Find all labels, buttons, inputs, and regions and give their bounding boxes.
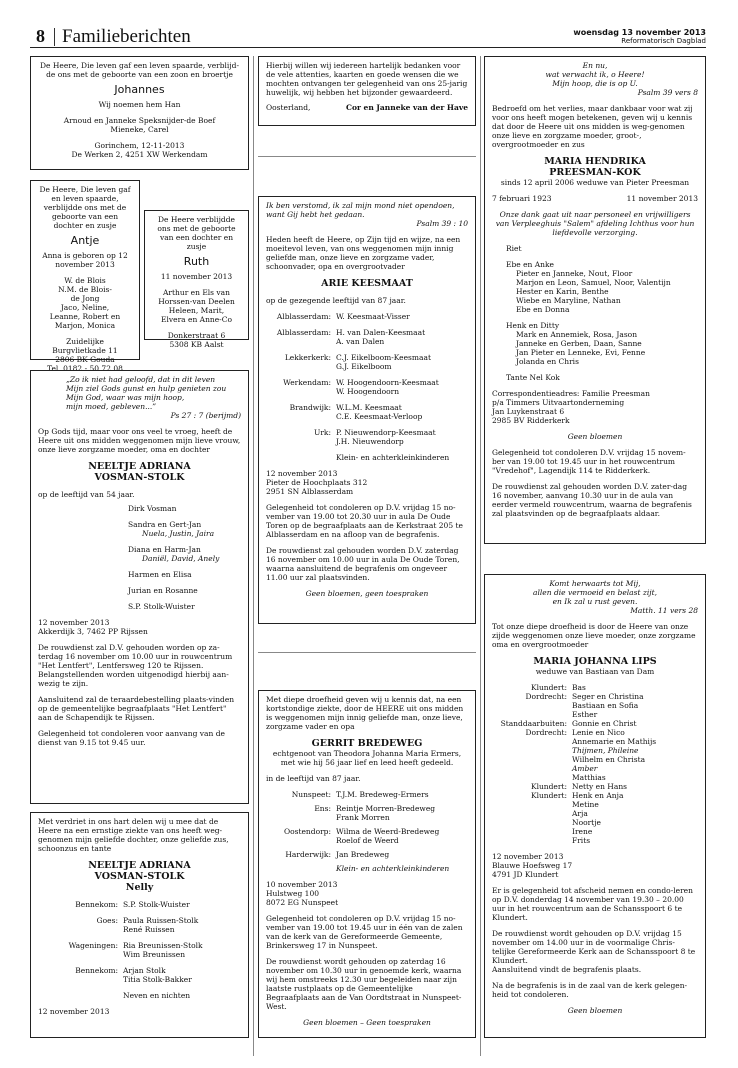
birth-notice-antje bbox=[30, 180, 140, 373]
verse-line: Komt herwaarts tot Mij, bbox=[549, 579, 641, 588]
siblings: Mieneke, Carel bbox=[110, 125, 169, 134]
newspaper-name: Reformatorisch Dagblad bbox=[621, 37, 706, 45]
relative: T.J.M. Bredeweg-Ermers bbox=[336, 790, 429, 799]
signatories: Cor en Janneke van der Have bbox=[346, 103, 468, 112]
service-info: De rouwdienst zal gehouden worden D.V. zater-dag 16 november, aanvang 10.30 uur in de aula van eerder vermeld rouwcentrum, waarna de begrafenis zal plaatsvinden op de begraafplaats aldaar. bbox=[492, 482, 692, 518]
grandchild: Pieter en Janneke, Nout, Floor bbox=[516, 269, 633, 278]
closing-line: Geen bloemen, geen toespraken bbox=[305, 589, 429, 598]
correspondence-line: Jan Luykenstraat 6 bbox=[492, 407, 565, 416]
burial-info: Aansluitend zal de teraardebestelling plaats-vinden op de gemeentelijke begraafplaats "Het Lentfert" aan de Schapendijk te Rijssen. bbox=[38, 695, 235, 722]
spacer-rule bbox=[258, 156, 476, 157]
issue-date: woensdag 13 november 2013 bbox=[573, 28, 706, 37]
family-list bbox=[492, 683, 698, 845]
relative-place: Klundert: bbox=[530, 683, 567, 692]
family-line: Arthur en Els van bbox=[163, 288, 230, 297]
verse-reference: Psalm 39 : 10 bbox=[416, 219, 468, 228]
birth-date: 7 februari 1923 bbox=[492, 194, 552, 203]
address-line: 2951 SN Alblasserdam bbox=[266, 487, 354, 496]
thank-you-notice bbox=[258, 56, 476, 126]
address-line: Pieter de Hoochplaats 312 bbox=[266, 478, 368, 487]
relative: Riet bbox=[506, 244, 522, 253]
notice-intro: Met verdriet in ons hart delen wij u mee dat de Heere na een ernstige ziekte van ons heeft weg-genomen mijn geliefde dochter, onze geliefde zus, schoonzus en tante bbox=[38, 817, 229, 853]
relative: Tante Nel Kok bbox=[506, 373, 560, 382]
relative-place: Klundert: bbox=[530, 782, 567, 791]
death-notice-keesmaat bbox=[258, 196, 476, 624]
deceased-name: MARIA HENDRIKA bbox=[544, 156, 646, 167]
notice-date: 12 november 2013 bbox=[266, 469, 338, 478]
column-divider bbox=[480, 56, 481, 1056]
grandchild: Wilhelm en Christa bbox=[572, 755, 646, 764]
age-line: op de leeftijd van 54 jaar. bbox=[38, 490, 135, 499]
grandchildren: Klein- en achterkleinkinderen bbox=[336, 453, 450, 462]
relative: A. van Dalen bbox=[336, 337, 385, 346]
relative-place: Ens: bbox=[314, 804, 331, 813]
death-notice-vosman-stolk bbox=[30, 370, 249, 804]
family-line: Marjon, Monica bbox=[54, 321, 116, 330]
deceased-name: VOSMAN-STOLK bbox=[94, 472, 185, 483]
grandchild: Annemarie en Mathijs bbox=[572, 737, 657, 746]
relative: Ebe en Anke bbox=[506, 260, 554, 269]
relative: S.P. Stolk-Wuister bbox=[123, 900, 190, 909]
notice-intro: De Heere, Die leven gaf en leven spaarde, verblijdde ons met de geboorte van een dochter en zusje bbox=[39, 185, 131, 230]
relative-place: Bennekom: bbox=[75, 900, 118, 909]
header-divider bbox=[54, 28, 55, 46]
grandchild: Mark en Annemiek, Rosa, Jason bbox=[516, 330, 638, 339]
notice-intro: Bedroefd om het verlies, maar dankbaar voor wat zij voor ons heeft mogen betekenen, geven wij u kennis dat door de Heere uit ons midden is weg-genomen onze lieve en zorgzame moeder, groot-, overgrootmoeder en zus bbox=[492, 104, 693, 149]
relative: G.J. Eikelboom bbox=[336, 362, 392, 371]
relative: Netty en Hans bbox=[572, 782, 627, 791]
address-line: Zuidelijke bbox=[66, 337, 104, 346]
verse-line: en Ik zal u rust geven. bbox=[552, 597, 638, 606]
relative-place: Bennekom: bbox=[75, 966, 118, 975]
relative: Neven en nichten bbox=[123, 991, 191, 1000]
verse-line: Mijn ziel Gods gunst en hulp genieten zou bbox=[66, 384, 227, 393]
grandchild: Ebe en Donna bbox=[516, 305, 570, 314]
notice-intro: De Heere, Die leven gaf een leven spaarde, verblijd-de ons met de geboorte van een zoon en broertje bbox=[40, 61, 239, 79]
page-number: 8 bbox=[36, 26, 45, 46]
closing-line: Geen bloemen bbox=[567, 1006, 623, 1015]
relative: Reintje Morren-Bredeweg bbox=[336, 804, 436, 813]
grandchild: Arja bbox=[572, 809, 588, 818]
relative: H. van Dalen-Keesmaat bbox=[336, 328, 426, 337]
address-line: Blauwe Hoefsweg 17 bbox=[492, 861, 573, 870]
child-name: Antje bbox=[70, 234, 100, 247]
relative: Paula Ruissen-Stolk bbox=[123, 916, 199, 925]
relative: Roelof de Weerd bbox=[336, 836, 399, 845]
family-line: Horssen-van Deelen bbox=[158, 297, 235, 306]
notice-line: Wij noemen hem Han bbox=[98, 100, 181, 109]
grandchild: Irene bbox=[572, 827, 593, 836]
address: De Werken 2, 4251 XW Werkendam bbox=[71, 150, 208, 159]
grandchildren: Nuela, Justin, Jaira bbox=[142, 529, 215, 538]
condolence-info: Gelegenheid tot condoleren op D.V. vrijdag 15 no-vember van 19.00 tot 20.30 uur in aula De Oude Toren op de begraafplaats aan de Kerkstraat 205 te Alblasserdam en na afloop van de begrafenis. bbox=[266, 503, 463, 539]
grandchild: Marjon en Leon, Samuel, Noor, Valentijn bbox=[516, 278, 671, 287]
relative-place: Harderwijk: bbox=[285, 850, 331, 859]
relative-place: Klundert: bbox=[530, 791, 567, 800]
thanks-line: Onze dank gaat uit naar personeel en vrijwilligers van Verpleeghuis "Salem" afdeling Ichthus voor hun liefdevolle verzorging. bbox=[495, 210, 695, 237]
correspondence-line: Correspondentieadres: Familie Preesman bbox=[492, 389, 650, 398]
relative: S.P. Stolk-Wuister bbox=[128, 602, 195, 611]
notice-intro: Op Gods tijd, maar voor ons veel te vroeg, heeft de Heere uit ons midden weggenomen mijn lieve vrouw, onze lieve zorgzame moeder, oma en dochter bbox=[38, 427, 241, 454]
relative-place: Dordrecht: bbox=[525, 728, 567, 737]
address-line: Donkerstraat 6 bbox=[167, 331, 226, 340]
relative-place: Lekkerkerk: bbox=[284, 353, 331, 362]
relative: René Ruissen bbox=[123, 925, 175, 934]
relative-place: Standdaarbuiten: bbox=[500, 719, 567, 728]
deceased-name: GERRIT BREDEWEG bbox=[311, 738, 423, 749]
verse-reference: Ps 27 : 7 (berijmd) bbox=[170, 411, 241, 420]
condolence-info: Gelegenheid tot condoleren voor aanvang van de dienst van 9.15 tot 9.45 uur. bbox=[38, 729, 225, 747]
relative: W. Hoogendoorn-Keesmaat bbox=[336, 378, 439, 387]
verse-line: mijn moed, gebleven...” bbox=[66, 402, 157, 411]
address-line: Burgvlietkade 11 bbox=[52, 346, 118, 355]
burial-info: Aansluitend vindt de begrafenis plaats. bbox=[492, 965, 642, 974]
death-notice-bredeweg bbox=[258, 690, 476, 1038]
service-info: De rouwdienst wordt gehouden op zaterdag 16 november om 10.30 uur in genoemde kerk, waarna wij hem omstreeks 12.30 uur begeleiden naar zijn laatste rustplaats op de Gemeentelijke Begraafplaats aan de Van Oordtstraat in Nunspeet-West. bbox=[266, 957, 462, 1011]
deceased-name: MARIA JOHANNA LIPS bbox=[533, 656, 657, 667]
grandchildren: Klein- en achterkleinkinderen bbox=[336, 864, 450, 873]
condolence-info: Gelegenheid tot condoleren D.V. vrijdag 15 novem-ber van 19.00 tot 19.45 uur in het rouwcentrum "Vredehof", Lagendijk 114 te Ridderkerk. bbox=[492, 448, 686, 475]
address-line: 2806 BK Gouda bbox=[55, 355, 115, 364]
notice-intro: Heden heeft de Heere, op Zijn tijd en wijze, na een moeitevol leven, van ons weggenomen mijn innig geliefde man, onze lieve en zorgzame vader, schoonvader, opa en overgrootvader bbox=[266, 235, 461, 271]
relative: W. Keesmaat-Visser bbox=[336, 312, 410, 321]
death-notice-nelly bbox=[30, 812, 249, 1038]
family-line: de Jong bbox=[70, 294, 100, 303]
grandchild: Jolanda en Chris bbox=[516, 357, 579, 366]
grandchild: Noortje bbox=[572, 818, 601, 827]
relative: P. Nieuwendorp-Keesmaat bbox=[336, 428, 436, 437]
family-list bbox=[38, 900, 241, 1000]
relative: Lenie en Nico bbox=[572, 728, 625, 737]
address-line: Hulstweg 100 bbox=[266, 889, 319, 898]
verse-line: Ik ben verstomd, ik zal mijn mond niet opendoen, bbox=[266, 201, 455, 210]
thank-you-text: Hierbij willen wij iedereen hartelijk bedanken voor de vele attenties, kaarten en goede wensen die we mochten ontvangen ter gelegenheid van ons 25-jarig huwelijk, wij hebben het bijzonder gewaardeerd. bbox=[266, 61, 468, 97]
relative: C.J. Eikelboom-Keesmaat bbox=[336, 353, 431, 362]
column-divider bbox=[253, 56, 254, 1056]
notice-date: 12 november 2013 bbox=[38, 618, 110, 627]
relative-place: Urk: bbox=[314, 428, 331, 437]
relative-place: Alblasserdam: bbox=[276, 312, 331, 321]
relative-place: Goes: bbox=[96, 916, 118, 925]
birth-notice-johannes bbox=[30, 56, 249, 170]
child-name: Ruth bbox=[183, 255, 210, 268]
relative: Frank Morren bbox=[336, 813, 390, 822]
place: Oosterland, bbox=[266, 103, 311, 112]
great-grandchild: Thijmen, Phileine bbox=[572, 746, 639, 755]
deceased-name: VOSMAN-STOLK bbox=[94, 871, 185, 882]
service-info: De rouwdienst wordt gehouden op D.V. vrijdag 15 november om 14.00 uur in de voormalige Chris-telijke Gereformeerde Kerk aan de Schansspoort 8 te Klundert. bbox=[492, 929, 696, 965]
grandchild: Metine bbox=[572, 800, 599, 809]
grandchild: Hester en Karin, Benthe bbox=[516, 287, 609, 296]
widow-line: sinds 12 april 2006 weduwe van Pieter Preesman bbox=[500, 178, 690, 187]
verse-reference: Matth. 11 vers 28 bbox=[630, 606, 698, 615]
relative: Henk en Ditty bbox=[506, 321, 560, 330]
family-line: Jaco, Neline, bbox=[60, 303, 110, 312]
notice-intro: Met diepe droefheid geven wij u kennis dat, na een kortstondige ziekte, door de HEERE uit ons midden is weggenomen mijn innig geliefde man, onze lieve, zorgzame vader en opa bbox=[266, 695, 464, 731]
child-name: Johannes bbox=[114, 83, 165, 96]
death-notice-preesman bbox=[484, 56, 706, 544]
spouse-line: echtgenoot van Theodora Johanna Maria Ermers, met wie hij 56 jaar lief en leed heeft gedeeld. bbox=[272, 749, 462, 767]
address-line: 5308 KB Aalst bbox=[169, 340, 224, 349]
grandchild: Esther bbox=[572, 710, 598, 719]
family-list bbox=[266, 790, 468, 873]
condolence-info: Gelegenheid tot condoleren op D.V. vrijdag 15 no-vember van 19.00 tot 19.45 uur in één van de zalen van de kerk van de Gereformeerde Gemeente, Brinkersweg 17 in Nunspeet. bbox=[266, 914, 463, 950]
family-line: Heleen, Marit, bbox=[168, 306, 225, 315]
deceased-name: NEELTJE ADRIANA bbox=[88, 860, 191, 871]
relative-place: Brandwijk: bbox=[289, 403, 331, 412]
relative: Bas bbox=[572, 683, 586, 692]
address: Akkerdijk 3, 7462 PP Rijssen bbox=[38, 627, 148, 636]
page-header bbox=[30, 26, 706, 48]
relative-place: Alblasserdam: bbox=[276, 328, 331, 337]
section-title: Familieberichten bbox=[62, 26, 191, 47]
relative: Henk en Anja bbox=[572, 791, 624, 800]
place-date: Gorinchem, 12-11-2013 bbox=[94, 141, 185, 150]
relative: Arjan Stolk bbox=[123, 966, 166, 975]
family-list bbox=[266, 312, 468, 462]
closing-line: Geen bloemen bbox=[567, 432, 623, 441]
relative-place: Oostendorp: bbox=[283, 827, 331, 836]
relative: Jan Bredeweg bbox=[336, 850, 390, 859]
relative: Sandra en Gert-Jan bbox=[128, 520, 202, 529]
family-line: Leanne, Robert en bbox=[49, 312, 121, 321]
condolence-info: Na de begrafenis is in de zaal van de kerk gelegen-heid tot condoleren. bbox=[492, 981, 688, 999]
deceased-name: PREESMAN-KOK bbox=[549, 167, 641, 178]
grandchild: Wiebe en Maryline, Nathan bbox=[516, 296, 621, 305]
relative: Gonnie en Christ bbox=[572, 719, 637, 728]
grandchildren: Daniël, David, Anely bbox=[142, 554, 220, 563]
service-info: De rouwdienst zal D.V. gehouden worden op za-terdag 16 november om 10.00 uur in rouwcentrum "Het Lentfert", Lentfersweg 120 te Rijssen. Belangstellenden worden uitgenodigd hierbij aan-wezig te zijn. bbox=[38, 643, 233, 688]
farewell-info: Er is gelegenheid tot afscheid nemen en condo-leren op D.V. donderdag 14 november van 19.30 – 20.00 uur in het rouwcentrum aan de Schansspoort 6 te Klundert. bbox=[492, 886, 693, 922]
deceased-nickname: Nelly bbox=[125, 882, 154, 893]
death-notice-lips bbox=[484, 574, 706, 1038]
deceased-name: ARIE KEESMAAT bbox=[321, 278, 413, 289]
grandchild: Bastiaan en Sofia bbox=[572, 701, 639, 710]
age-line: op de gezegende leeftijd van 87 jaar. bbox=[266, 296, 406, 305]
relative: W.L.M. Keesmaat bbox=[336, 403, 402, 412]
grandchild: Matthias bbox=[572, 773, 606, 782]
relative: Seger en Christina bbox=[572, 692, 644, 701]
verse-line: Mijn hoop, die is op U. bbox=[552, 79, 638, 88]
relative-place: Wageningen: bbox=[68, 941, 118, 950]
family-line: W. de Blois bbox=[64, 276, 106, 285]
relative-place: Nunspeet: bbox=[291, 790, 331, 799]
birth-line: Anna is geboren op 12 november 2013 bbox=[42, 251, 128, 269]
address-line: 4791 JD Klundert bbox=[492, 870, 559, 879]
relative: Harmen en Elisa bbox=[128, 570, 192, 579]
age-line: in de leeftijd van 87 jaar. bbox=[266, 774, 361, 783]
verse-line: En nu, bbox=[582, 61, 608, 70]
great-grandchild: Amber bbox=[572, 764, 598, 773]
notice-date: 12 november 2013 bbox=[492, 852, 564, 861]
relative: Wim Breunissen bbox=[123, 950, 186, 959]
verse-line: wat verwacht ik, o Heere! bbox=[545, 70, 645, 79]
spacer-rule bbox=[258, 652, 476, 653]
relative: W. Hoogendoorn bbox=[336, 387, 400, 396]
verse-line: Mijn God, waar was mijn hoop, bbox=[66, 393, 185, 402]
address-line: 8072 EG Nunspeet bbox=[266, 898, 339, 907]
relative-place: Werkendam: bbox=[283, 378, 331, 387]
relative: Ria Breunissen-Stolk bbox=[123, 941, 203, 950]
grandchild: Jan Pieter en Lenneke, Evi, Fenne bbox=[516, 348, 646, 357]
verse-line: „Zo ik niet had geloofd, dat in dit leven bbox=[66, 375, 216, 384]
relative: Dirk Vosman bbox=[128, 504, 177, 513]
relative-place: Dordrecht: bbox=[525, 692, 567, 701]
notice-date: 12 november 2013 bbox=[38, 1007, 110, 1016]
family-line: Elvera en Anne-Co bbox=[161, 315, 232, 324]
notice-intro: De Heere verblijdde ons met de geboorte van een dochter en zusje bbox=[157, 215, 236, 251]
verse-reference: Psalm 39 vers 8 bbox=[637, 88, 698, 97]
birth-notice-ruth bbox=[144, 210, 249, 349]
relative: Diana en Harm-Jan bbox=[128, 545, 201, 554]
relative: C.E. Keesmaat-Verloop bbox=[336, 412, 423, 421]
notice-intro: Tot onze diepe droefheid is door de Heere van onze zijde weggenomen onze lieve moeder, onze zorgzame oma en overgrootmoeder bbox=[492, 622, 696, 649]
family-line: N.M. de Blois- bbox=[58, 285, 112, 294]
correspondence-line: p/a Timmers Uitvaartonderneming bbox=[492, 398, 625, 407]
correspondence-line: 2985 BV Ridderkerk bbox=[492, 416, 570, 425]
relative: Titia Stolk-Bakker bbox=[123, 975, 192, 984]
death-date: 11 november 2013 bbox=[626, 194, 698, 203]
notice-date: 10 november 2013 bbox=[266, 880, 338, 889]
service-info: De rouwdienst zal gehouden worden D.V. zaterdag 16 november om 10.00 uur in aula De Oude Toren, waarna aansluitend de begrafenis om ongeveer 11.00 uur zal plaatsvinden. bbox=[266, 546, 460, 582]
phone: Tel. 0182 - 50 72 08 bbox=[47, 364, 123, 373]
deceased-name: NEELTJE ADRIANA bbox=[88, 461, 191, 472]
birth-date: 11 november 2013 bbox=[160, 272, 233, 281]
verse-line: allen die vermoeid en belast zijt, bbox=[533, 588, 657, 597]
verse-line: want Gij hebt het gedaan. bbox=[266, 210, 365, 219]
grandchild: Janneke en Gerben, Daan, Sanne bbox=[516, 339, 642, 348]
closing-line: Geen bloemen – Geen toespraken bbox=[303, 1018, 431, 1027]
parents: Arnoud en Janneke Speksnijder-de Boef bbox=[63, 116, 216, 125]
relative: Wilma de Weerd-Bredeweg bbox=[336, 827, 440, 836]
grandchild: Frits bbox=[572, 836, 591, 845]
relative: J.H. Nieuwendorp bbox=[336, 437, 404, 446]
widow-line: weduwe van Bastiaan van Dam bbox=[535, 667, 655, 676]
relative: Jurian en Rosanne bbox=[128, 586, 198, 595]
